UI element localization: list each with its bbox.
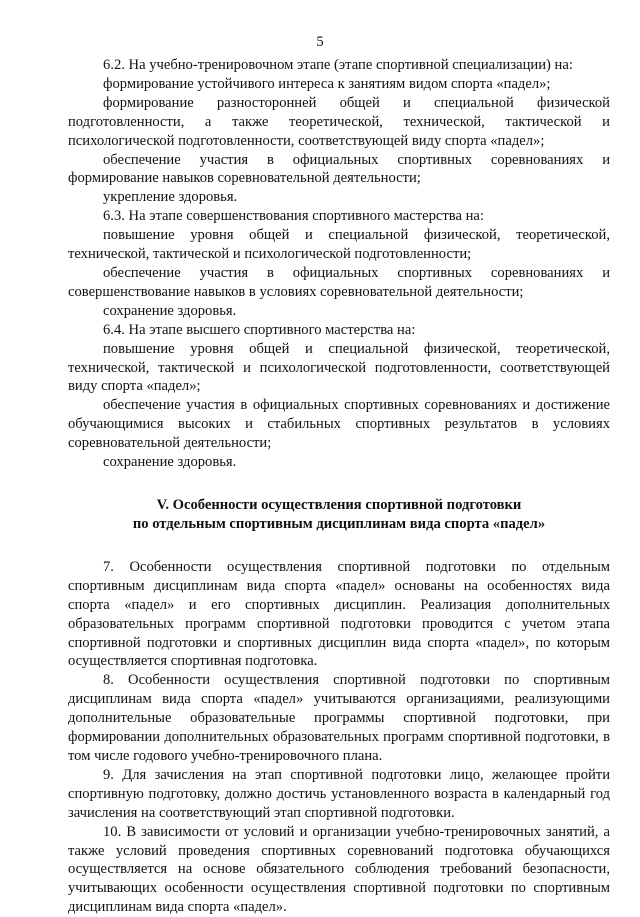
section-heading-line: по отдельным спортивным дисциплинам вида спорта «падел» bbox=[132, 515, 546, 532]
paragraph: обеспечение участия в официальных спортивных соревнованиях и достижение обучающимися высоких и стабильных спортивных результатов в условиях соревновательной деятельности; bbox=[68, 397, 610, 452]
section-tasks-by-stage bbox=[68, 56, 610, 472]
section-heading-line: V. Особенности осуществления спортивной подготовки bbox=[156, 496, 522, 513]
paragraph: укрепление здоровья. bbox=[103, 189, 238, 206]
paragraph: 10. В зависимости от условий и организации учебно-тренировочных занятий, а также условий проведения спортивных соревнований подготовка обучающихся осуществляется на основе обязательного соблюдения требований безопасности, учитывающих особенности осуществления спортивной подготовки по спортивным дисциплинам вида спорта «падел». bbox=[68, 823, 610, 916]
paragraph: 7. Особенности осуществления спортивной подготовки по отдельным спортивным дисциплинам вида спорта «падел» основаны на особенностях вида спорта «падел» и его спортивных дисциплин. Реализация дополнительных образовательных программ спортивной подготовки проводится с учетом этапа спортивной подготовки и спортивных дисциплин вида спорта «падел», по которым осуществляется спортивная подготовка. bbox=[68, 558, 610, 670]
paragraph: 6.2. На учебно-тренировочном этапе (этапе спортивной специализации) на: bbox=[103, 57, 573, 73]
paragraph: повышение уровня общей и специальной физической, теоретической, технической, тактической и психологической подготовленности; bbox=[68, 227, 610, 263]
paragraph: формирование устойчивого интереса к занятиям видом спорта «падел»; bbox=[103, 75, 551, 92]
paragraph: обеспечение участия в официальных спортивных соревнованиях и совершенствование навыков в условиях соревновательной деятельности; bbox=[68, 264, 610, 300]
paragraph: сохранение здоровья. bbox=[103, 302, 237, 319]
section-discipline-features bbox=[68, 558, 610, 917]
paragraph: 9. Для зачисления на этап спортивной подготовки лицо, желающее пройти спортивную подготовку, должно достичь установленного возраста в календарный год зачисления на соответствующий этап спортивной подготовки. bbox=[68, 766, 610, 821]
paragraph: обеспечение участия в официальных спортивных соревнованиях и формирование навыков соревновательной деятельности; bbox=[68, 151, 610, 187]
paragraph: 6.4. На этапе высшего спортивного мастерства на: bbox=[103, 321, 416, 338]
document-body bbox=[68, 56, 610, 917]
paragraph: сохранение здоровья. bbox=[103, 454, 237, 471]
paragraph: 8. Особенности осуществления спортивной подготовки по спортивным дисциплинам вида спорта «падел» учитываются организациями, реализующими дополнительные образовательные программы спортивной подготовки, при формировании дополнительных образовательных программ спортивной подготовки, в том числе годового учебно-тренировочного плана. bbox=[68, 672, 610, 764]
page-number: 5 bbox=[316, 34, 324, 50]
paragraph: повышение уровня общей и специальной физической, теоретической, технической, тактической и психологической подготовленности, соответствующей виду спорта «падел»; bbox=[68, 340, 610, 395]
section-heading bbox=[68, 496, 610, 534]
paragraph: формирование разносторонней общей и специальной физической подготовленности, а также теоретической, технической, тактической и психологической подготовленности, соответствующей виду спорта «падел»; bbox=[68, 94, 610, 149]
paragraph: 6.3. На этапе совершенствования спортивного мастерства на: bbox=[103, 208, 484, 225]
